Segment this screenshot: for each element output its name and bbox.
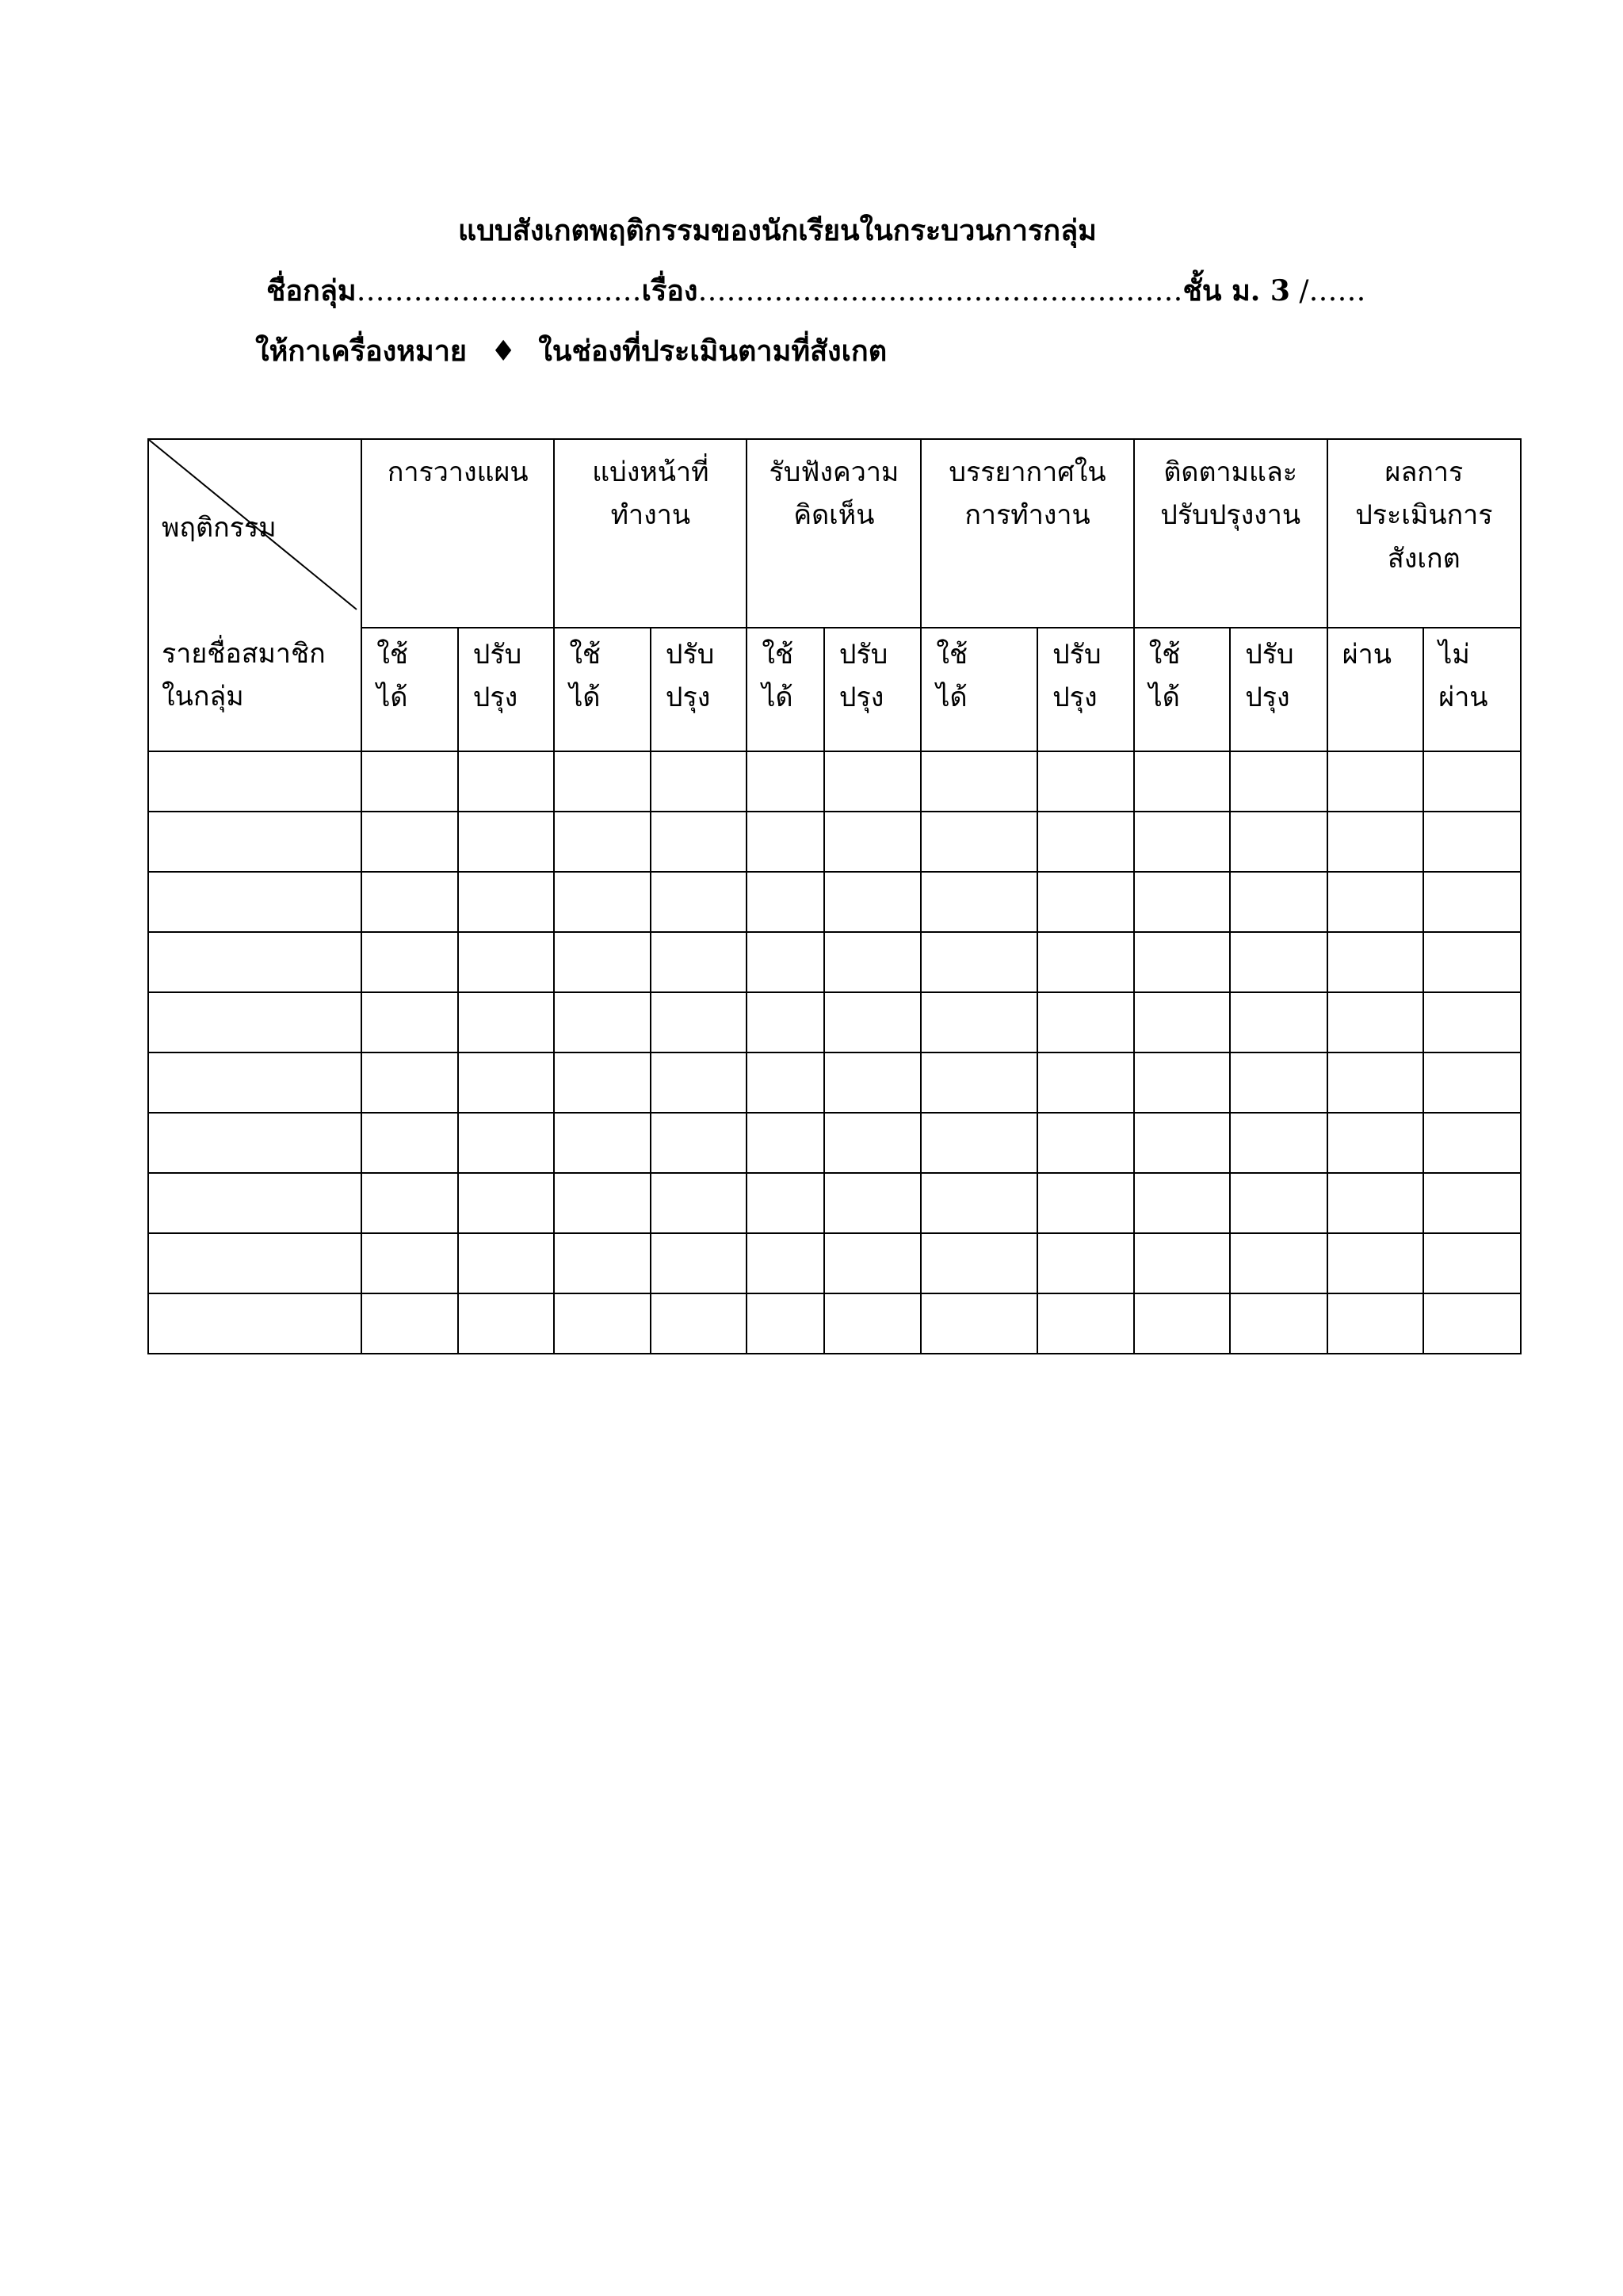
category-planning <box>361 439 554 628</box>
rating-cell[interactable] <box>1423 1293 1521 1354</box>
member-header-label: รายชื่อสมาชิก <box>162 638 326 670</box>
rating-cell[interactable] <box>554 1113 651 1173</box>
rating-label: ปรับ <box>472 639 522 670</box>
table-row <box>148 812 1521 872</box>
rating-cell[interactable] <box>1134 1173 1231 1233</box>
rating-header <box>1423 628 1521 751</box>
rating-cell[interactable] <box>1423 872 1521 932</box>
category-result <box>1327 439 1521 628</box>
rating-cell[interactable] <box>1327 812 1424 872</box>
header-row-categories <box>148 439 1521 628</box>
rating-cell[interactable] <box>651 992 747 1052</box>
rating-cell[interactable] <box>1134 1293 1231 1354</box>
rating-cell[interactable] <box>747 1233 823 1293</box>
rating-label: ปรุง <box>665 682 711 714</box>
rating-cell[interactable] <box>1327 1293 1424 1354</box>
rating-cell[interactable] <box>747 1113 823 1173</box>
category-label: สังเกต <box>1388 542 1461 575</box>
rating-label: ปรุง <box>472 682 518 714</box>
rating-cell[interactable] <box>1230 812 1327 872</box>
rating-cell[interactable] <box>824 751 922 812</box>
rating-label: ได้ <box>762 682 793 714</box>
rating-header <box>824 628 922 751</box>
category-label: ประเมินการ <box>1355 499 1493 532</box>
rating-label: ใช้ <box>569 639 601 670</box>
rating-cell[interactable] <box>1423 1113 1521 1173</box>
rating-cell[interactable] <box>824 1052 922 1113</box>
category-label: บรรยากาศใน <box>949 457 1106 488</box>
rating-cell[interactable] <box>1230 992 1327 1052</box>
rating-cell[interactable] <box>651 872 747 932</box>
rating-header <box>1037 628 1134 751</box>
table-row <box>148 872 1521 932</box>
topic-blank[interactable]: …………………………………………… <box>697 275 1183 308</box>
rating-label: ไม่ <box>1438 639 1470 670</box>
rating-cell[interactable] <box>1037 1293 1134 1354</box>
rating-cell[interactable] <box>1423 932 1521 992</box>
rating-cell[interactable] <box>554 872 651 932</box>
rating-cell[interactable] <box>361 872 458 932</box>
table-row <box>148 932 1521 992</box>
rating-cell[interactable] <box>1134 872 1231 932</box>
rating-cell[interactable] <box>554 1233 651 1293</box>
member-name-cell[interactable] <box>148 1173 361 1233</box>
rating-cell[interactable] <box>361 1113 458 1173</box>
rating-label: ปรุง <box>838 682 884 714</box>
rating-cell[interactable] <box>651 1113 747 1173</box>
table-row <box>148 992 1521 1052</box>
rating-cell[interactable] <box>458 1113 555 1173</box>
rating-cell[interactable] <box>554 1052 651 1113</box>
category-label: ผลการ <box>1384 457 1464 488</box>
table-row <box>148 1233 1521 1293</box>
rating-cell[interactable] <box>921 932 1037 992</box>
observation-table <box>147 438 1522 1354</box>
rating-label: ปรุง <box>1052 682 1098 714</box>
member-name-cell[interactable] <box>148 1233 361 1293</box>
rating-cell[interactable] <box>921 1233 1037 1293</box>
rating-cell[interactable] <box>1230 751 1327 812</box>
rating-cell[interactable] <box>1230 1293 1327 1354</box>
rating-cell[interactable] <box>1327 1113 1424 1173</box>
rating-label: ได้ <box>936 682 968 714</box>
rating-label: ปรับ <box>665 639 715 670</box>
rating-cell[interactable] <box>747 1052 823 1113</box>
rating-label: ได้ <box>1148 682 1180 714</box>
rating-cell[interactable] <box>1327 1233 1424 1293</box>
rating-cell[interactable] <box>651 1052 747 1113</box>
rating-header <box>1134 628 1231 751</box>
rating-cell[interactable] <box>554 751 651 812</box>
rating-cell[interactable] <box>651 812 747 872</box>
rating-cell[interactable] <box>921 1293 1037 1354</box>
rating-cell[interactable] <box>921 812 1037 872</box>
rating-cell[interactable] <box>921 992 1037 1052</box>
rating-cell[interactable] <box>1423 992 1521 1052</box>
table-row <box>148 1052 1521 1113</box>
rating-cell[interactable] <box>651 1293 747 1354</box>
rating-cell[interactable] <box>554 992 651 1052</box>
rating-cell[interactable] <box>1037 751 1134 812</box>
group-info-line <box>266 268 1366 313</box>
rating-cell[interactable] <box>824 1173 922 1233</box>
rating-cell[interactable] <box>361 1233 458 1293</box>
rating-cell[interactable] <box>1037 1113 1134 1173</box>
rating-label: ปรับ <box>838 639 888 670</box>
member-list-header <box>148 628 361 751</box>
category-listening <box>747 439 921 628</box>
rating-cell[interactable] <box>361 932 458 992</box>
rating-cell[interactable] <box>1327 751 1424 812</box>
category-label: ปรับปรุงงาน <box>1160 499 1301 532</box>
rating-cell[interactable] <box>1423 812 1521 872</box>
diamond-icon: ♦ <box>491 334 517 368</box>
rating-label: ผ่าน <box>1438 682 1488 714</box>
rating-cell[interactable] <box>1037 1052 1134 1113</box>
member-header-label: ในกลุ่ม <box>162 681 244 713</box>
rating-cell[interactable] <box>1230 872 1327 932</box>
rating-cell[interactable] <box>1327 1173 1424 1233</box>
rating-cell[interactable] <box>824 872 922 932</box>
instruction-prefix: ให้กาเครื่องหมาย <box>255 334 468 368</box>
rating-cell[interactable] <box>651 751 747 812</box>
rating-header <box>458 628 555 751</box>
rating-label: ได้ <box>376 682 408 714</box>
rating-cell[interactable] <box>458 932 555 992</box>
rating-cell[interactable] <box>1423 1173 1521 1233</box>
category-label: รับฟังความ <box>769 457 899 488</box>
rating-cell[interactable] <box>1134 1052 1231 1113</box>
rating-cell[interactable] <box>458 992 555 1052</box>
rating-cell[interactable] <box>824 1233 922 1293</box>
group-name-blank[interactable]: ………………………… <box>356 275 642 308</box>
category-follow-up <box>1134 439 1327 628</box>
rating-cell[interactable] <box>747 872 823 932</box>
rating-cell[interactable] <box>554 1293 651 1354</box>
category-atmosphere <box>921 439 1133 628</box>
rating-cell[interactable] <box>921 872 1037 932</box>
rating-cell[interactable] <box>1230 932 1327 992</box>
rating-cell[interactable] <box>361 1173 458 1233</box>
rating-label: ใช้ <box>936 639 968 670</box>
member-name-cell[interactable] <box>148 992 361 1052</box>
form-title: แบบสังเกตพฤติกรรมของนักเรียนในกระบวนการกลุ่ม <box>458 214 1097 247</box>
table-row <box>148 751 1521 812</box>
group-name-label: ชื่อกลุ่ม <box>266 274 357 308</box>
table-row <box>148 1173 1521 1233</box>
rating-cell[interactable] <box>1423 1052 1521 1113</box>
member-name-cell[interactable] <box>148 751 361 812</box>
rating-cell[interactable] <box>361 1052 458 1113</box>
rating-cell[interactable] <box>1230 1233 1327 1293</box>
rating-cell[interactable] <box>1327 872 1424 932</box>
rating-cell[interactable] <box>458 1293 555 1354</box>
category-label: การทำงาน <box>964 499 1090 532</box>
rating-header <box>651 628 747 751</box>
rating-label: ได้ <box>569 682 601 714</box>
rating-cell[interactable] <box>1037 932 1134 992</box>
rating-cell[interactable] <box>1327 932 1424 992</box>
member-name-cell[interactable] <box>148 1113 361 1173</box>
rating-cell[interactable] <box>1134 932 1231 992</box>
rating-cell[interactable] <box>1230 1052 1327 1113</box>
category-label: ทำงาน <box>610 499 691 532</box>
rating-label: ปรับ <box>1052 639 1102 670</box>
class-label: ชั้น ม. 3 <box>1182 274 1290 308</box>
rating-cell[interactable] <box>1134 812 1231 872</box>
rating-cell[interactable] <box>651 932 747 992</box>
rating-label: ใช้ <box>376 639 408 670</box>
rating-cell[interactable] <box>1037 872 1134 932</box>
corner-cell <box>148 439 361 628</box>
rating-cell[interactable] <box>458 812 555 872</box>
topic-label: เรื่อง <box>641 274 698 308</box>
rating-cell[interactable] <box>1423 751 1521 812</box>
rating-cell[interactable] <box>458 872 555 932</box>
header-row-ratings <box>148 628 1521 751</box>
category-label: คิดเห็น <box>793 499 875 532</box>
rating-cell[interactable] <box>554 1173 651 1233</box>
rating-header <box>747 628 823 751</box>
member-name-cell[interactable] <box>148 872 361 932</box>
instruction-line <box>255 328 887 373</box>
rating-cell[interactable] <box>921 751 1037 812</box>
rating-cell[interactable] <box>1327 992 1424 1052</box>
rating-cell[interactable] <box>747 1293 823 1354</box>
rating-cell[interactable] <box>458 1173 555 1233</box>
rating-cell[interactable] <box>921 1113 1037 1173</box>
rating-cell[interactable] <box>921 1052 1037 1113</box>
rating-label: ปรุง <box>1245 682 1290 714</box>
rating-cell[interactable] <box>824 1293 922 1354</box>
rating-cell[interactable] <box>1134 751 1231 812</box>
member-name-cell[interactable] <box>148 1052 361 1113</box>
rating-cell[interactable] <box>1134 1113 1231 1173</box>
rating-header <box>1327 628 1424 751</box>
rating-label: ปรับ <box>1245 639 1294 670</box>
rating-cell[interactable] <box>554 932 651 992</box>
member-name-cell[interactable] <box>148 1293 361 1354</box>
category-label: การวางแผน <box>387 457 529 488</box>
rating-cell[interactable] <box>458 1052 555 1113</box>
member-name-cell[interactable] <box>148 812 361 872</box>
category-label: ติดตามและ <box>1163 457 1298 488</box>
rating-cell[interactable] <box>824 932 922 992</box>
rating-cell[interactable] <box>747 932 823 992</box>
rating-cell[interactable] <box>824 1113 922 1173</box>
rating-header <box>554 628 651 751</box>
behavior-label: พฤติกรรม <box>162 512 277 544</box>
rating-label: ใช้ <box>762 639 794 670</box>
rating-cell[interactable] <box>1037 1233 1134 1293</box>
rating-cell[interactable] <box>747 1173 823 1233</box>
rating-cell[interactable] <box>1037 1173 1134 1233</box>
rating-cell[interactable] <box>651 1173 747 1233</box>
table-row <box>148 1293 1521 1354</box>
rating-cell[interactable] <box>361 1293 458 1354</box>
rating-cell[interactable] <box>1327 1052 1424 1113</box>
rating-cell[interactable] <box>824 812 922 872</box>
rating-label: ใช้ <box>1148 639 1181 670</box>
table-row <box>148 1113 1521 1173</box>
rating-cell[interactable] <box>651 1233 747 1293</box>
class-blank[interactable]: /…… <box>1289 275 1366 308</box>
rating-header <box>921 628 1037 751</box>
rating-cell[interactable] <box>458 751 555 812</box>
rating-cell[interactable] <box>747 812 823 872</box>
rating-cell[interactable] <box>1037 812 1134 872</box>
rating-cell[interactable] <box>921 1173 1037 1233</box>
rating-header <box>1230 628 1327 751</box>
rating-cell[interactable] <box>1037 992 1134 1052</box>
rating-cell[interactable] <box>1230 1113 1327 1173</box>
rating-cell[interactable] <box>361 992 458 1052</box>
rating-cell[interactable] <box>361 812 458 872</box>
rating-cell[interactable] <box>458 1233 555 1293</box>
member-name-cell[interactable] <box>148 932 361 992</box>
instruction-suffix: ในช่องที่ประเมินตามที่สังเกต <box>538 334 888 368</box>
rating-header <box>361 628 458 751</box>
rating-cell[interactable] <box>1423 1233 1521 1293</box>
rating-label: ผ่าน <box>1342 639 1392 670</box>
rating-cell[interactable] <box>361 751 458 812</box>
rating-cell[interactable] <box>747 992 823 1052</box>
rating-cell[interactable] <box>824 992 922 1052</box>
rating-cell[interactable] <box>1230 1173 1327 1233</box>
category-label: แบ่งหน้าที่ <box>592 457 709 488</box>
rating-cell[interactable] <box>554 812 651 872</box>
rating-cell[interactable] <box>747 751 823 812</box>
category-task-division <box>554 439 747 628</box>
rating-cell[interactable] <box>1134 1233 1231 1293</box>
rating-cell[interactable] <box>1134 992 1231 1052</box>
